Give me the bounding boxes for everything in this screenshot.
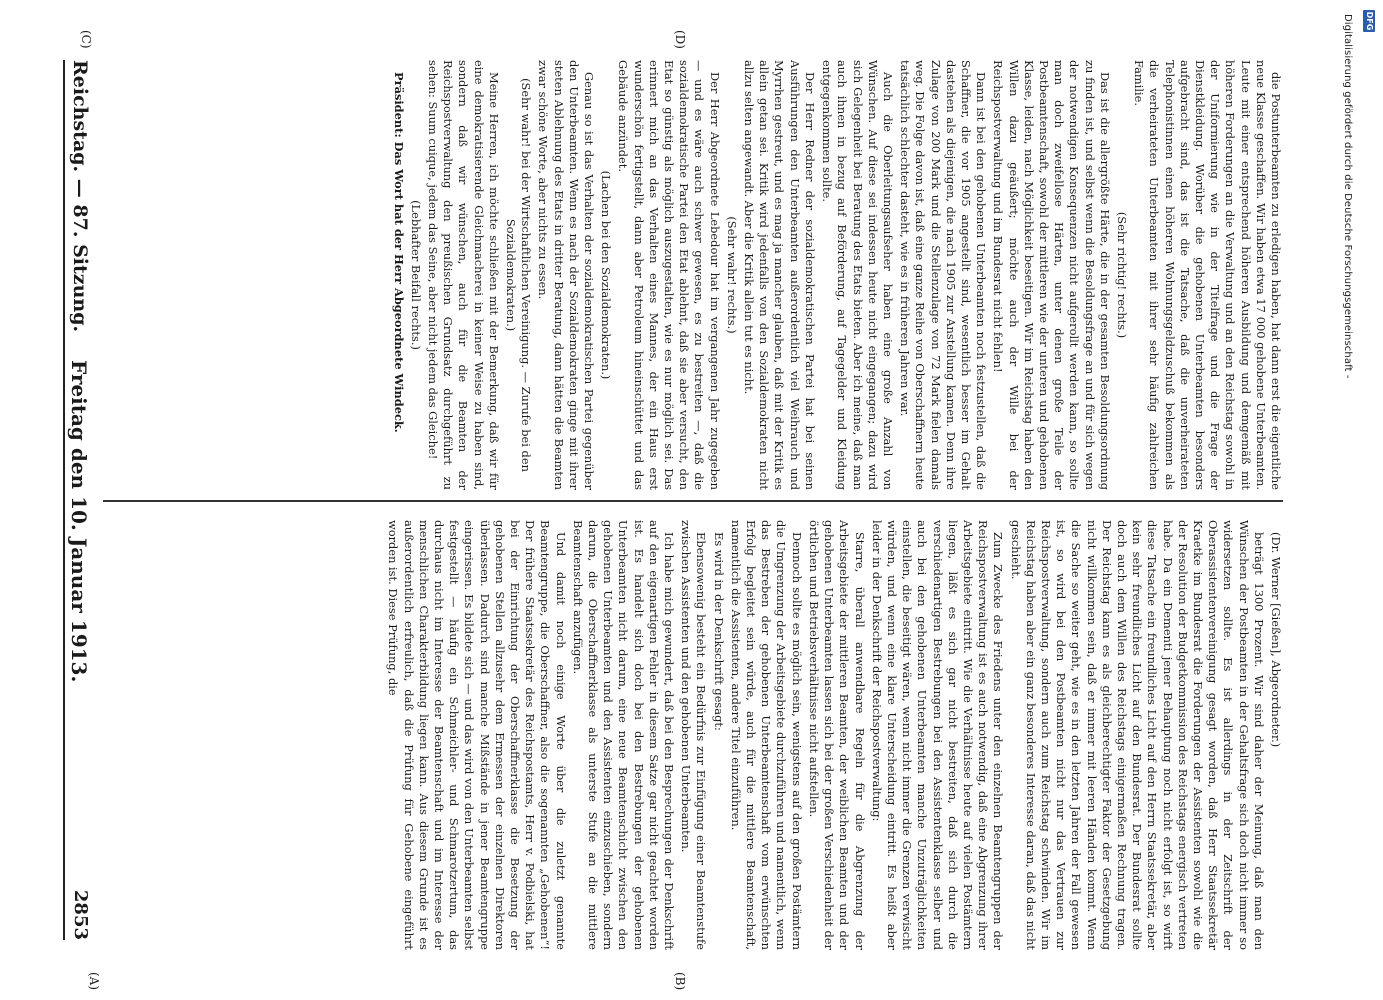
right-column bbox=[103, 60, 1283, 490]
paragraph: Das ist die allergrößte Härte, die in der gesamten Besoldungsordnung zu finden ist, und selbst wenn die Besoldungsfrage an und für sich wegen der notwendigen Konsequenzen nicht aufgerollt werden kann, so sollte man doch zweifellose Härten, unter denen große Teile der Postbeamtenschaft, sowohl der mittleren wie der unteren und gehobenen Klasse, leiden, nach Möglichkeit beseitigen. Wir im Reichstag haben den Willen dazu geäußert; möchte auch der Wille bei der Reichspostverwaltung und im Bundesrat nicht fehlen! bbox=[991, 60, 1112, 490]
president-statement: Präsident: Das Wort hat der Herr Abgeordnete Windeck. bbox=[391, 72, 406, 433]
margin-marker-d: (D) bbox=[673, 30, 687, 49]
paragraph: die Postunterbeamten zu erledigen haben, hat dann erst die eigentliche neue Klasse geschaffen. Wir haben etwa 17 000 gehobene Unterbeamten. Leute mit einer entsprechend höheren Ausbildung und demgemäß mit höheren Forderungen an die Verwaltung und an den Reichstag sowohl in der Uniformierung wie in der Titelfrage und die Frage der Dienstkleidung. Worüber die gehobenen Unterbeamten besonders aufgebracht sind, das ist die Tatsache, daß die unverheirateten Telephonistinnen einen höheren Wohnungsgeldzuschuß bekommen als die verheirateten Unterbeamten mit ihrer sehr häufig zahlreichen Familie. bbox=[1132, 60, 1283, 490]
page-number: 2853 bbox=[70, 889, 91, 940]
paragraph: Ich habe mich gewundert, daß bei den Besprechungen der Denkschrift auf den eigenartigen Fehler in diesem Satze gar nicht geachtet worden ist. Es handelt sich doch bei den Bestrebungen der gehobenen Unterbeamten nicht darum, eine neue Beamtenschicht zwischen den gehobenen Unterbeamten und den Assistenten einzuschieben, sondern darum, die Oberschaffnerklasse als unterste Stufe an die mittlere Beamtenschaft anzufügen. bbox=[570, 520, 677, 950]
digitization-note: Digitalisierung gefördert durch die Deutsche Forschungsgemeinschaft - bbox=[1342, 14, 1353, 379]
interjection: (Sehr richtig! rechts.) bbox=[1114, 211, 1129, 339]
paragraph: Der Herr Redner der sozialdemokratischen Partei hat bei seinen Ausführungen den Unterbeamten außerordentlich viel Weihrauch und Myrrhen gestreut, und es mag ja mancher glauben, daß mit der Kritik es allein getan sei. Kritik wird jedenfalls von den Sozialdemokraten nicht allzu selten angewandt. Aber die Kritik allein tut es nicht. bbox=[742, 60, 817, 490]
paragraph: Dennoch sollte es möglich sein, wenigstens auf den großen Postämtern die Umgrenzung der Arbeitsgebiete durchzuführen und namentlich, wenn das Bestreben der gehobenen Unterbeamtenschaft vom erwünschten Erfolg begleitet sein würde, auch für die mittlere Beamtenschaft, namentlich die Assistenten, andere Titel einzuführen. bbox=[728, 520, 804, 950]
paragraph: (Dr. Werner [Gießen], Abgeordneter.) bbox=[1269, 532, 1283, 748]
interjection: (Lebhafter Beifall rechts.) bbox=[408, 200, 423, 350]
column-divider bbox=[103, 500, 1283, 502]
margin-marker-a: (A) bbox=[87, 972, 101, 991]
paragraph: Der Herr Abgeordnete Lebedour hat im vergangenen Jahr zugegeben — und es wäre auch schwer gewesen, es zu bestreiten —, daß die sozialdemokratische Partei den Etat ablehnt, daß sie aber versucht, den Etat so günstig als möglich auszugestalten, wie es nur möglich sei. Das erinnert mich an das Verhalten eines Mannes, der ein Haus erst wunderschön fertigstellt, dann aber Petroleum hineinschüttet und das Gebäude anzündet. bbox=[616, 60, 722, 490]
header-left: Reichstag. — 87. Sitzung. bbox=[69, 60, 91, 333]
paragraph: Zum Zwecke des Friedens unter den einzelnen Beamtengruppen der Reichspostverwaltung ist es auch notwendig, daß eine Abgrenzung ihrer Arbeitsgebiete eintritt. Wie die Verhältnisse heute auf vielen Postämtern liegen, läßt es sich gar nicht bestreiten, daß sich durch die verschiedenartigen Bestrebungen bei den Assistentenklasse selber und auch bei den gehobenen Unterbeamten manche Unzuträglichkeiten einstellen, die beseitigt wären, wenn nicht immer die Grenzen verwischt würden, und wenn eine klare Unterscheidung eintritt. Es heißt aber leider in der Denkschrift der Reichspostverwaltung: bbox=[869, 520, 1006, 950]
header-date: Freitag den 10. Januar 1913. bbox=[67, 360, 91, 683]
margin-marker-b: (B) bbox=[673, 972, 687, 991]
paragraph: Und damit noch einige Worte über die zuletzt genannte Beamtengruppe, die Oberschaffner, also die sogenannten „Gehobenen“! Der frühere Staatssekretär des Reichspostamts, Herr v. Podbielski, hat bei der Einrichtung der Oberschaffnerklasse die Besetzung der gehobenen Stellen allzusehr dem Ermessen der einzelnen Direktoren überlassen. Dadurch sind manche Mißstände in jener Beamtengruppe eingerissen. Es bildete sich — und das wird von den Unterbeamten selbst festgestellt — häufig ein Schmeichler- und Schmarotzertum, das durchaus nicht im Interesse der Beamtenschaft und im Interesse der menschlichen Charakterbildung liegen kann. Aus diesem Grunde ist es außerordentlich erfreulich, daß die Prüfung für Gehobene eingeführt worden ist. Diese Prüfung, die bbox=[386, 520, 568, 950]
paragraph: Genau so ist das Verhalten der sozialdemokratischen Partei gegenüber den Unterbeamten. Wenn es nach der Sozialdemokraten ginge mit ihrer steten Ablehnung des Etats in dritter Beratung, dann hätten die Beamten zwar schöne Worte, aber nichts zu essen. bbox=[536, 60, 597, 490]
paragraph: Auch die Oberleitungsaufseher haben eine große Anzahl von Wünschen. Auf diese sei indessen heute nicht eingegangen; dazu wird sich Gelegenheit bei Beratung des Etats bieten. Aber ich meine, daß man auch ihnen in bezug auf Beförderung, auf Tagegelder und Kleidung entgegenkommen sollte. bbox=[820, 60, 895, 490]
interjection: (Sehr wahr! rechts.) bbox=[724, 216, 739, 334]
interjection: (Sehr wahr! bei der Wirtschaftlichen Vereinigung. — Zurufe bei den Sozialdemokraten.) bbox=[504, 78, 534, 472]
left-column bbox=[103, 520, 1283, 950]
paragraph: Starre, überall anwendbare Regeln für die Abgrenzung der Arbeitsgebiete der mittleren Beamten, der weiblichen Beamten und der gehobenen Unterbeamten lassen sich bei der großen Verschiedenheit der örtlichen und Betriebsverhältnisse nicht aufstellen. bbox=[806, 520, 867, 950]
margin-marker-c: (C) bbox=[79, 30, 93, 49]
page-header bbox=[63, 60, 93, 940]
paragraph: Meine Herren, ich möchte schließen mit der Bemerkung, daß wir für eine demokratisierende Gleichmacherei in keiner Weise zu haben sind, sondern daß wir wünschen, auch für die Beamten der Reichspostverwaltung den preußischen Grundsatz durchgeführt zu sehen: Suum cuique, jedem das Seine, aber nicht jedem das Gleiche! bbox=[426, 60, 501, 490]
paragraph: beträgt 1300 Prozent. Wir sind daher der Meinung, daß man den Wünschen der Postbeamten in der Gehaltsfrage sich doch nicht immer so widersetzen sollte. Es ist allerdings in der Zeitschrift der Oberassistentenvereinigung gesagt worden, daß Herr Staatssekretär Kraetke im Bundesrat die Forderungen der Assistenten sowohl wie die der Resolution der Budgetkommission des Reichstags energisch vertreten habe. Da ein Dementi jener Behauptung noch nicht erfolgt ist, so wirft diese Tatsache ein freundliches Licht auf den Herrn Staatssekretär, aber kein sehr freundliches Licht auf den Bundesrat. Der Bundesrat sollte doch auch dem Willen des Reichstags einigermaßen Rechnung tragen. Der Reichstag kann es als gleichberechtigter Faktor der Gesetzgebung nicht willkommen sein, daß er immer mit leeren Händen kommt. Wenn die Sache so weiter geht, wie es in den letzten Jahren der Fall gewesen ist, so wird bei den Postbeamten nicht nur das Vertrauen zur Reichspostverwaltung, sondern auch zum Reichstag schwinden. Wir im Reichstag haben aber ein ganz besonderes Interesse daran, daß das nicht geschieht. bbox=[1008, 520, 1266, 950]
paragraph: Ebensowenig besteht ein Bedürfnis zur Einfügung einer Beamtenstufe zwischen Assistenten und den gehobenen Unterbeamten. bbox=[679, 520, 709, 950]
paragraph: Es wird in der Denkschrift gesagt: bbox=[711, 532, 726, 731]
interjection: (Lachen bei den Sozialdemokraten.) bbox=[599, 170, 614, 380]
paragraph: Dann ist bei den gehobenen Unterbeamten noch festzustellen, daß die Schaffner, die vor 1905 angestellt sind, wesentlich besser im Gehalt dastehen als diejenigen, die nach 1905 zur Anstellung kamen. Denn ihre Zulage von 200 Mark und die Stellenzulage von 72 Mark fielen damals weg. Die Folge davon ist, daß eine ganze Reihe von Oberschaffnern heute tatsächlich schlechter dasteht, wie es in früheren Jahren war. bbox=[898, 60, 989, 490]
dfg-logo: DFG bbox=[1365, 11, 1374, 31]
